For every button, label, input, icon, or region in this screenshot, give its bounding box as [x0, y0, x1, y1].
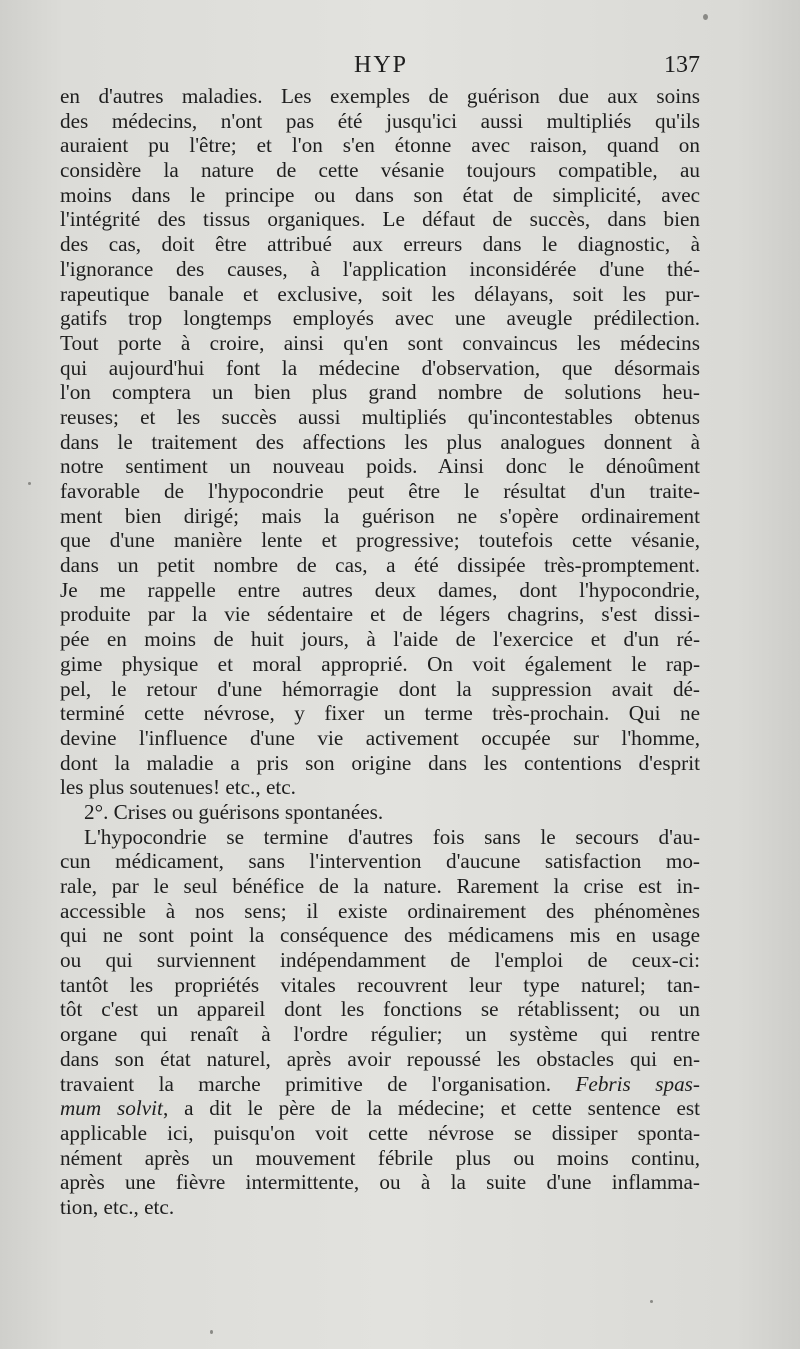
text-line: organe qui renaît à l'ordre régulier; un système qui rentre	[60, 1022, 700, 1047]
text-line: Je me rappelle entre autres deux dames, dont l'hypocondrie,	[60, 577, 700, 602]
text-line: reuses; et les succès aussi multipliés qu'incontestables obtenus	[60, 404, 700, 429]
text-line: rale, par le seul bénéfice de la nature. Rarement la crise est in-	[60, 874, 700, 898]
text-line: produite par la vie sédentaire et de légers chagrins, s'est dissi-	[60, 602, 700, 627]
text-line: terminé cette névrose, y fixer un terme très-prochain. Qui ne	[60, 701, 700, 726]
text-line: pée en moins de huit jours, à l'aide de l'exercice et d'un ré-	[60, 627, 700, 652]
text-line: qui aujourd'hui font la médecine d'observation, que désormais	[60, 355, 700, 380]
text-line: l'intégrité des tissus organiques. Le défaut de succès, dans bien	[60, 207, 700, 232]
text-line: dans le traitement des affections les plus analogues donnent à	[60, 429, 700, 454]
body-text	[60, 84, 700, 1220]
text-line: ou qui surviennent indépendamment de l'emploi de ceux-ci:	[60, 948, 700, 973]
paper-speck	[210, 1330, 213, 1334]
text-line: considère la nature de cette vésanie toujours compatible, au	[60, 158, 700, 183]
latin-quotation: mum solvit	[60, 1096, 163, 1121]
text-line: nément après un mouvement fébrile plus ou moins continu,	[60, 1145, 700, 1170]
text-line: l'on comptera un bien plus grand nombre de solutions heu-	[60, 380, 700, 405]
text-line: tion, etc., etc.	[60, 1194, 175, 1219]
paper-speck	[650, 1300, 653, 1303]
page-number: 137	[664, 52, 700, 78]
latin-quotation: Febris spas-	[575, 1071, 700, 1096]
text-line: devine l'influence d'une vie activement occupée sur l'homme,	[60, 725, 700, 750]
paper-speck	[28, 482, 31, 485]
text-line: que d'une manière lente et progressive; toutefois cette vésanie,	[60, 528, 700, 553]
text-line: Tout porte à croire, ainsi qu'en sont convaincus les médecins	[60, 330, 700, 355]
text-line: les plus soutenues! etc., etc.	[60, 775, 296, 800]
page-header	[62, 52, 700, 84]
text-line: travaient la marche primitive de l'organisation. Febris spas-	[60, 1071, 700, 1096]
text-line: des médecins, n'ont pas été jusqu'ici aussi multipliés qu'ils	[60, 108, 700, 133]
text-line: en d'autres maladies. Les exemples de guérison due aux soins	[60, 84, 700, 108]
text-line: rapeutique banale et exclusive, soit les délayans, soit les pur-	[60, 281, 700, 306]
text-line: pel, le retour d'une hémorragie dont la suppression avait dé-	[60, 676, 700, 701]
text-line: auraient pu l'être; et l'on s'en étonne avec raison, quand on	[60, 133, 700, 158]
text-line: dans son état naturel, après avoir repoussé les obstacles qui en-	[60, 1046, 700, 1071]
text-line: dans un petit nombre de cas, a été dissipée très-promptement.	[60, 553, 700, 578]
paper-speck	[703, 14, 708, 20]
text-line: gime physique et moral approprié. On voit également le rap-	[60, 651, 700, 676]
text-line: gatifs trop longtemps employés avec une aveugle prédilection.	[60, 306, 700, 331]
text-line: mum solvit, a dit le père de la médecine; et cette sentence est	[60, 1096, 700, 1121]
text-line: applicable ici, puisqu'on voit cette névrose se dissiper sponta-	[60, 1120, 700, 1145]
text-line: l'ignorance des causes, à l'application inconsidérée d'une thé-	[60, 256, 700, 281]
text-line: cun médicament, sans l'intervention d'aucune satisfaction mo-	[60, 849, 700, 874]
text-line: dont la maladie a pris son origine dans les contentions d'esprit	[60, 750, 700, 775]
text-line: accessible à nos sens; il existe ordinairement des phénomènes	[60, 898, 700, 923]
text-line: moins dans le principe ou dans son état de simplicité, avec	[60, 182, 700, 207]
text-line: ment bien dirigé; mais la guérison ne s'opère ordinairement	[60, 503, 700, 528]
text-line: favorable de l'hypocondrie peut être le résultat d'un traite-	[60, 479, 700, 503]
text-line: tôt c'est un appareil dont les fonctions se rétablissent; ou un	[60, 997, 700, 1022]
text-line: après une fièvre intermittente, ou à la suite d'une inflamma-	[60, 1170, 700, 1195]
text-line: tantôt les propriétés vitales recouvrent leur type naturel; tan-	[60, 972, 700, 997]
text-line: qui ne sont point la conséquence des médicamens mis en usage	[60, 923, 700, 948]
section-heading: 2°. Crises ou guérisons spontanées.	[84, 799, 384, 824]
text-line: notre sentiment un nouveau poids. Ainsi donc le dénoûment	[60, 454, 700, 479]
text-line: des cas, doit être attribué aux erreurs dans le diagnostic, à	[60, 232, 700, 257]
text-line: L'hypocondrie se termine d'autres fois sans le secours d'au-	[84, 824, 700, 849]
running-head: HYP	[353, 52, 408, 78]
